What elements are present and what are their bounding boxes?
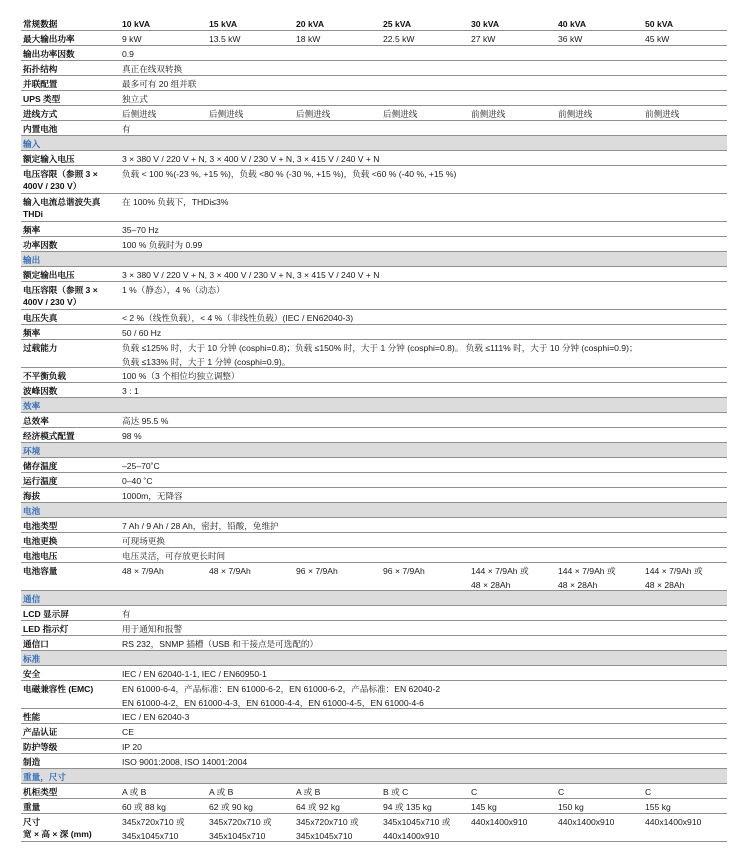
size-row bbox=[21, 814, 727, 842]
cell: 100 %（3 个相位均独立调整） bbox=[122, 371, 240, 381]
topology-row bbox=[21, 61, 727, 76]
cell: 345x720x710 或 bbox=[296, 817, 359, 827]
row-label: 波峰因数 bbox=[23, 386, 58, 396]
section-title: 电池 bbox=[23, 506, 41, 516]
output-pf-row bbox=[21, 46, 727, 61]
cell: A 或 B bbox=[296, 787, 321, 797]
model-40kva: 40 kVA bbox=[558, 19, 587, 29]
cell: 98 % bbox=[122, 431, 142, 441]
label-line: 400V / 230 V） bbox=[23, 297, 82, 307]
model-15kva: 15 kVA bbox=[209, 19, 238, 29]
section-standards bbox=[21, 651, 727, 666]
distortion-row bbox=[21, 310, 727, 325]
label-line: 电压容限（参照 3 × bbox=[23, 285, 98, 295]
cell: 96 × 7/9Ah bbox=[383, 566, 425, 576]
cell: 真正在线双转换 bbox=[122, 64, 183, 74]
operating-temp-row bbox=[21, 473, 727, 488]
cell: 7 Ah / 9 Ah / 28 Ah，密封，铅酸，免维护 bbox=[122, 521, 279, 531]
input-tolerance-row bbox=[21, 166, 727, 194]
row-label: 产品认证 bbox=[23, 727, 58, 737]
cell: IEC / EN 62040-3 bbox=[122, 712, 190, 722]
cell: 345x720x710 或 bbox=[209, 817, 272, 827]
certification-row bbox=[21, 724, 727, 739]
input-pf-row bbox=[21, 237, 727, 252]
model-50kva: 50 kVA bbox=[645, 19, 674, 29]
eco-row bbox=[21, 428, 727, 443]
row-label: 过载能力 bbox=[23, 343, 58, 353]
lcd-row bbox=[21, 606, 727, 621]
cell: 440x1400x910 bbox=[558, 817, 615, 827]
cell: 独立式 bbox=[122, 94, 148, 104]
cell-line: EN 61000-6-4，产品标准：EN 61000-6-2，EN 61000-6-2，产品标准：EN 62040-2 bbox=[122, 684, 441, 694]
section-dimensions bbox=[21, 769, 727, 784]
cell: 22.5 kW bbox=[383, 34, 415, 44]
row-label: 拓扑结构 bbox=[23, 64, 58, 74]
row-label: 性能 bbox=[23, 712, 41, 722]
storage-temp-row bbox=[21, 458, 727, 473]
cell: 94 或 135 kg bbox=[383, 802, 432, 812]
cell: 3 : 1 bbox=[122, 386, 139, 396]
cell: A 或 B bbox=[209, 787, 234, 797]
cell-line: 负载 ≤125% 时，大于 10 分钟 (cosphi=0.8)；负载 ≤150% 时，大于 1 分钟 (cosphi=0.8)。 负载 ≤111% 时，大于 10 分钟 (cosphi=0.9)； bbox=[122, 343, 638, 353]
protection-row bbox=[21, 739, 727, 754]
cell: 48 × 7/9Ah bbox=[122, 566, 164, 576]
row-label: 海拔 bbox=[23, 491, 41, 501]
cell: 在 100% 负载下，THDi≤3% bbox=[122, 197, 229, 207]
cell: 144 × 7/9Ah 或 bbox=[645, 566, 703, 576]
cell: 144 × 7/9Ah 或 bbox=[471, 566, 529, 576]
total-efficiency-row bbox=[21, 413, 727, 428]
row-label: 防护等级 bbox=[23, 742, 58, 752]
label-line: 尺寸 bbox=[23, 817, 41, 827]
ups-type-row bbox=[21, 91, 727, 106]
weight-row bbox=[21, 799, 727, 814]
model-10kva: 10 kVA bbox=[122, 19, 151, 29]
cell: 3 × 380 V / 220 V + N, 3 × 400 V / 230 V + N, 3 × 415 V / 240 V + N bbox=[122, 154, 380, 164]
cell: 64 或 92 kg bbox=[296, 802, 340, 812]
row-label: 通信口 bbox=[23, 639, 49, 649]
row-label: 电池容量 bbox=[23, 566, 58, 576]
unbalanced-row bbox=[21, 368, 727, 383]
cell: 48 × 28Ah bbox=[558, 580, 598, 590]
cell: 345x1045x710 bbox=[296, 831, 353, 841]
cell: 45 kW bbox=[645, 34, 670, 44]
row-label: 电压失真 bbox=[23, 313, 58, 323]
cell-line: EN 61000-4-2，EN 61000-4-3，EN 61000-4-4，EN 61000-4-5，EN 61000-4-6 bbox=[122, 698, 424, 708]
cell: 有 bbox=[122, 609, 131, 619]
performance-row bbox=[21, 709, 727, 724]
row-label: 电磁兼容性 (EMC) bbox=[23, 684, 94, 694]
cell: 440x1400x910 bbox=[383, 831, 440, 841]
section-title: 效率 bbox=[23, 401, 41, 411]
cell: –25–70˚C bbox=[122, 461, 160, 471]
cell: 345x1045x710 或 bbox=[383, 817, 451, 827]
cell: 100 % 负载时为 0.99 bbox=[122, 240, 203, 250]
row-label: 内置电池 bbox=[23, 124, 58, 134]
cell: 1 %（静态），4 %（动态） bbox=[122, 285, 225, 295]
battery-voltage-row bbox=[21, 548, 727, 563]
row-label: LCD 显示屏 bbox=[23, 609, 69, 619]
crest-row bbox=[21, 383, 727, 398]
cell: 0.9 bbox=[122, 49, 134, 59]
row-label: 经济模式配置 bbox=[23, 431, 75, 441]
cell: 345x1045x710 bbox=[122, 831, 179, 841]
cell: 13.5 kW bbox=[209, 34, 241, 44]
input-frequency-row bbox=[21, 222, 727, 237]
model-25kva: 25 kVA bbox=[383, 19, 412, 29]
battery-capacity-row bbox=[21, 563, 727, 591]
manufacturing-row bbox=[21, 754, 727, 769]
output-frequency-row bbox=[21, 325, 727, 340]
cell: 0–40 ˚C bbox=[122, 476, 153, 486]
cell: 60 或 88 kg bbox=[122, 802, 166, 812]
cell: 有 bbox=[122, 124, 131, 134]
cell: 48 × 28Ah bbox=[645, 580, 685, 590]
section-title: 重量，尺寸 bbox=[23, 772, 66, 782]
cell: 144 × 7/9Ah 或 bbox=[558, 566, 616, 576]
overload-row bbox=[21, 340, 727, 368]
cell: C bbox=[471, 787, 478, 797]
section-title: 输出 bbox=[23, 255, 41, 265]
cell: 48 × 28Ah bbox=[471, 580, 511, 590]
max-power-row bbox=[21, 31, 727, 46]
cell: 18 kW bbox=[296, 34, 321, 44]
cell: 440x1400x910 bbox=[645, 817, 702, 827]
row-label bbox=[23, 816, 119, 840]
cell: C bbox=[558, 787, 565, 797]
comm-port-row bbox=[21, 636, 727, 651]
label-line: THDi bbox=[23, 209, 44, 219]
section-title: 输入 bbox=[23, 139, 41, 149]
row-label: 额定输入电压 bbox=[23, 154, 75, 164]
row-label: 不平衡负载 bbox=[23, 371, 66, 381]
cabinet-row bbox=[21, 784, 727, 799]
row-label bbox=[23, 196, 119, 220]
row-label: 频率 bbox=[23, 328, 41, 338]
cable-entry-row bbox=[21, 106, 727, 121]
section-efficiency bbox=[21, 398, 727, 413]
section-output bbox=[21, 252, 727, 267]
cell: A 或 B bbox=[122, 787, 147, 797]
cell: 前侧进线 bbox=[645, 109, 680, 119]
safety-row bbox=[21, 666, 727, 681]
cell: 27 kW bbox=[471, 34, 496, 44]
section-title: 标准 bbox=[23, 654, 41, 664]
cell: ISO 9001:2008, ISO 14001:2004 bbox=[122, 757, 248, 767]
cell: 后侧进线 bbox=[383, 109, 418, 119]
section-environment bbox=[21, 443, 727, 458]
cell: 负载 < 100 %(-23 %, +15 %)，负载 <80 % (-30 %, +15 %)，负载 <60 % (-40 %, +15 %) bbox=[122, 169, 457, 179]
cell: 150 kg bbox=[558, 802, 584, 812]
cell: 96 × 7/9Ah bbox=[296, 566, 338, 576]
input-voltage-row bbox=[21, 151, 727, 166]
led-row bbox=[21, 621, 727, 636]
row-label: 电池类型 bbox=[23, 521, 58, 531]
row-label: 储存温度 bbox=[23, 461, 58, 471]
cell-line: 负载 ≤133% 时，大于 1 分钟 (cosphi=0.9)。 bbox=[122, 357, 291, 367]
model-20kva: 20 kVA bbox=[296, 19, 325, 29]
cell: 48 × 7/9Ah bbox=[209, 566, 251, 576]
internal-battery-row bbox=[21, 121, 727, 136]
cell: 用于通知和报警 bbox=[122, 624, 183, 634]
row-label: 输出功率因数 bbox=[23, 49, 75, 59]
row-label: 电池电压 bbox=[23, 551, 58, 561]
cell: 440x1400x910 bbox=[471, 817, 528, 827]
section-battery bbox=[21, 503, 727, 518]
header-row bbox=[21, 16, 727, 31]
row-label: 运行温度 bbox=[23, 476, 58, 486]
label-line: 400V / 230 V） bbox=[23, 181, 82, 191]
cell: 36 kW bbox=[558, 34, 583, 44]
cell: 后侧进线 bbox=[209, 109, 244, 119]
cell: 后侧进线 bbox=[296, 109, 331, 119]
thdi-row bbox=[21, 194, 727, 222]
cell: RS 232，SNMP 插槽（USB 和干接点是可选配的） bbox=[122, 639, 319, 649]
battery-replace-row bbox=[21, 533, 727, 548]
row-label: 常规数据 bbox=[23, 19, 58, 29]
cell: 145 kg bbox=[471, 802, 497, 812]
cell: 3 × 380 V / 220 V + N, 3 × 400 V / 230 V + N, 3 × 415 V / 240 V + N bbox=[122, 270, 380, 280]
parallel-row bbox=[21, 76, 727, 91]
cell: 9 kW bbox=[122, 34, 142, 44]
row-label: 安全 bbox=[23, 669, 41, 679]
cell: 后侧进线 bbox=[122, 109, 157, 119]
cell: 35–70 Hz bbox=[122, 225, 159, 235]
row-label: UPS 类型 bbox=[23, 94, 61, 104]
section-input bbox=[21, 136, 727, 151]
cell: 高达 95.5 % bbox=[122, 416, 169, 426]
cell: 最多可有 20 组并联 bbox=[122, 79, 197, 89]
cell: 50 / 60 Hz bbox=[122, 328, 162, 338]
cell: IEC / EN 62040-1-1, IEC / EN60950-1 bbox=[122, 669, 267, 679]
model-30kva: 30 kVA bbox=[471, 19, 500, 29]
output-tolerance-row bbox=[21, 282, 727, 310]
row-label: LED 指示灯 bbox=[23, 624, 69, 634]
row-label: 进线方式 bbox=[23, 109, 58, 119]
cell: C bbox=[645, 787, 652, 797]
row-label: 频率 bbox=[23, 225, 41, 235]
section-title: 环境 bbox=[23, 446, 41, 456]
label-line: 输入电流总谐波失真 bbox=[23, 197, 101, 207]
emc-row bbox=[21, 681, 727, 709]
altitude-row bbox=[21, 488, 727, 503]
cell: B 或 C bbox=[383, 787, 409, 797]
label-line: 电压容限（参照 3 × bbox=[23, 169, 98, 179]
row-label: 并联配置 bbox=[23, 79, 58, 89]
output-voltage-row bbox=[21, 267, 727, 282]
label-line: 宽 × 高 × 深 (mm) bbox=[23, 829, 92, 839]
section-title: 通信 bbox=[23, 594, 41, 604]
cell: 前侧进线 bbox=[471, 109, 506, 119]
cell: 155 kg bbox=[645, 802, 671, 812]
row-label bbox=[23, 168, 119, 192]
cell: 前侧进线 bbox=[558, 109, 593, 119]
row-label: 总效率 bbox=[23, 416, 49, 426]
cell: 电压灵活，可存放更长时间 bbox=[122, 551, 226, 561]
row-label: 制造 bbox=[23, 757, 41, 767]
row-label: 重量 bbox=[23, 802, 41, 812]
cell: 345x1045x710 bbox=[209, 831, 266, 841]
cell: IP 20 bbox=[122, 742, 142, 752]
section-communication bbox=[21, 591, 727, 606]
row-label: 最大输出功率 bbox=[23, 34, 75, 44]
cell: 62 或 90 kg bbox=[209, 802, 253, 812]
cell: 345x720x710 或 bbox=[122, 817, 185, 827]
battery-type-row bbox=[21, 518, 727, 533]
cell: CE bbox=[122, 727, 134, 737]
cell: < 2 %（线性负载），< 4 %（非线性负载）(IEC / EN62040-3) bbox=[122, 313, 354, 323]
row-label: 功率因数 bbox=[23, 240, 58, 250]
row-label: 额定输出电压 bbox=[23, 270, 75, 280]
row-label: 电池更换 bbox=[23, 536, 58, 546]
cell: 1000m，无降容 bbox=[122, 491, 183, 501]
row-label: 机柜类型 bbox=[23, 787, 58, 797]
row-label bbox=[23, 284, 119, 308]
cell: 可现场更换 bbox=[122, 536, 165, 546]
spec-table bbox=[21, 16, 727, 842]
